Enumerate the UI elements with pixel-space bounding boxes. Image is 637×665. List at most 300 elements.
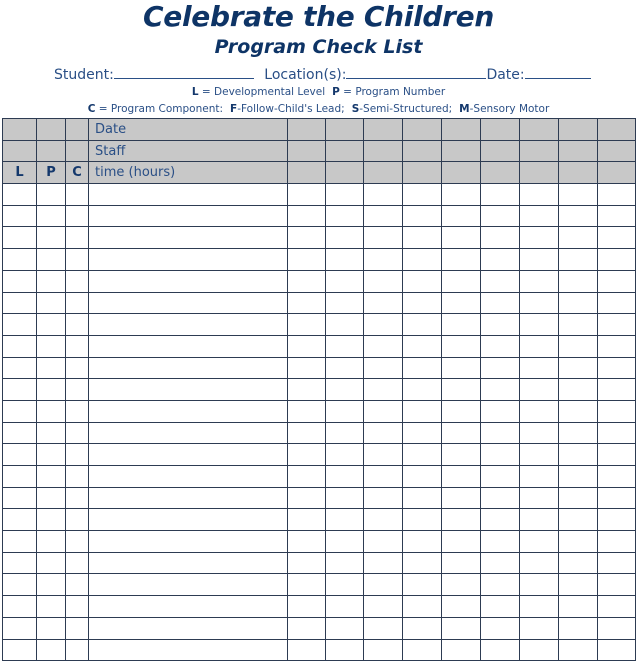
table-cell[interactable] [37, 357, 66, 379]
table-cell[interactable] [37, 466, 66, 488]
table-cell[interactable] [364, 466, 403, 488]
table-cell[interactable] [520, 531, 559, 553]
table-cell[interactable] [520, 422, 559, 444]
table-cell[interactable] [326, 227, 364, 249]
table-cell[interactable] [442, 357, 481, 379]
table-cell[interactable] [89, 357, 288, 379]
table-cell[interactable] [442, 617, 481, 639]
table-cell[interactable] [288, 205, 326, 227]
table-cell[interactable] [89, 270, 288, 292]
session-header-cell[interactable] [520, 119, 559, 141]
table-cell[interactable] [403, 552, 442, 574]
table-cell[interactable] [559, 379, 598, 401]
table-cell[interactable] [66, 509, 89, 531]
table-cell[interactable] [3, 400, 37, 422]
table-cell[interactable] [403, 205, 442, 227]
table-cell[interactable] [403, 531, 442, 553]
table-cell[interactable] [89, 487, 288, 509]
table-cell[interactable] [3, 205, 37, 227]
table-cell[interactable] [3, 335, 37, 357]
table-cell[interactable] [288, 531, 326, 553]
table-cell[interactable] [442, 422, 481, 444]
table-cell[interactable] [288, 292, 326, 314]
table-cell[interactable] [598, 270, 636, 292]
table-cell[interactable] [559, 357, 598, 379]
table-cell[interactable] [37, 249, 66, 271]
table-cell[interactable] [481, 400, 520, 422]
table-cell[interactable] [66, 466, 89, 488]
table-cell[interactable] [559, 617, 598, 639]
table-cell[interactable] [520, 314, 559, 336]
table-cell[interactable] [37, 422, 66, 444]
table-cell[interactable] [403, 379, 442, 401]
table-cell[interactable] [520, 639, 559, 661]
table-cell[interactable] [442, 379, 481, 401]
table-cell[interactable] [89, 509, 288, 531]
table-cell[interactable] [364, 184, 403, 206]
table-cell[interactable] [326, 379, 364, 401]
table-cell[interactable] [66, 487, 89, 509]
table-cell[interactable] [598, 639, 636, 661]
table-cell[interactable] [37, 400, 66, 422]
table-cell[interactable] [481, 596, 520, 618]
table-cell[interactable] [442, 184, 481, 206]
table-cell[interactable] [559, 531, 598, 553]
session-header-cell[interactable] [481, 162, 520, 184]
table-cell[interactable] [326, 487, 364, 509]
table-cell[interactable] [288, 509, 326, 531]
student-field[interactable] [114, 65, 254, 79]
table-cell[interactable] [326, 314, 364, 336]
table-cell[interactable] [559, 639, 598, 661]
table-cell[interactable] [66, 335, 89, 357]
session-header-cell[interactable] [326, 119, 364, 141]
table-cell[interactable] [598, 205, 636, 227]
table-cell[interactable] [66, 444, 89, 466]
session-header-cell[interactable] [442, 162, 481, 184]
table-cell[interactable] [3, 314, 37, 336]
table-cell[interactable] [364, 314, 403, 336]
table-cell[interactable] [520, 400, 559, 422]
table-cell[interactable] [3, 270, 37, 292]
session-header-cell[interactable] [403, 162, 442, 184]
table-cell[interactable] [442, 639, 481, 661]
table-cell[interactable] [598, 574, 636, 596]
session-header-cell[interactable] [403, 119, 442, 141]
table-cell[interactable] [559, 444, 598, 466]
table-cell[interactable] [89, 596, 288, 618]
session-header-cell[interactable] [442, 119, 481, 141]
table-cell[interactable] [403, 292, 442, 314]
table-cell[interactable] [66, 617, 89, 639]
table-cell[interactable] [403, 357, 442, 379]
table-cell[interactable] [442, 574, 481, 596]
table-cell[interactable] [481, 227, 520, 249]
table-cell[interactable] [442, 205, 481, 227]
table-cell[interactable] [37, 487, 66, 509]
table-cell[interactable] [37, 227, 66, 249]
table-cell[interactable] [37, 444, 66, 466]
table-cell[interactable] [520, 292, 559, 314]
table-cell[interactable] [442, 444, 481, 466]
table-cell[interactable] [403, 617, 442, 639]
table-cell[interactable] [326, 335, 364, 357]
table-cell[interactable] [288, 639, 326, 661]
table-cell[interactable] [481, 531, 520, 553]
table-cell[interactable] [559, 466, 598, 488]
table-cell[interactable] [598, 249, 636, 271]
table-cell[interactable] [364, 379, 403, 401]
table-cell[interactable] [89, 379, 288, 401]
table-cell[interactable] [66, 379, 89, 401]
table-cell[interactable] [66, 552, 89, 574]
table-cell[interactable] [288, 422, 326, 444]
table-cell[interactable] [37, 314, 66, 336]
table-cell[interactable] [481, 444, 520, 466]
table-cell[interactable] [66, 596, 89, 618]
table-cell[interactable] [520, 379, 559, 401]
table-cell[interactable] [326, 639, 364, 661]
session-header-cell[interactable] [288, 162, 326, 184]
table-cell[interactable] [559, 400, 598, 422]
table-cell[interactable] [520, 205, 559, 227]
table-cell[interactable] [403, 227, 442, 249]
table-cell[interactable] [598, 552, 636, 574]
session-header-cell[interactable] [326, 140, 364, 162]
table-cell[interactable] [559, 335, 598, 357]
table-cell[interactable] [3, 227, 37, 249]
table-cell[interactable] [520, 270, 559, 292]
table-cell[interactable] [442, 314, 481, 336]
table-cell[interactable] [442, 531, 481, 553]
table-cell[interactable] [288, 227, 326, 249]
table-cell[interactable] [89, 574, 288, 596]
table-cell[interactable] [66, 400, 89, 422]
table-cell[interactable] [559, 205, 598, 227]
table-cell[interactable] [364, 487, 403, 509]
table-cell[interactable] [66, 249, 89, 271]
table-cell[interactable] [520, 444, 559, 466]
table-cell[interactable] [520, 184, 559, 206]
table-cell[interactable] [364, 444, 403, 466]
table-cell[interactable] [364, 227, 403, 249]
table-cell[interactable] [66, 292, 89, 314]
table-cell[interactable] [37, 531, 66, 553]
session-header-cell[interactable] [559, 119, 598, 141]
session-header-cell[interactable] [481, 119, 520, 141]
table-cell[interactable] [364, 205, 403, 227]
table-cell[interactable] [364, 552, 403, 574]
table-cell[interactable] [66, 314, 89, 336]
table-cell[interactable] [326, 400, 364, 422]
table-cell[interactable] [520, 552, 559, 574]
date-field[interactable] [525, 65, 591, 79]
table-cell[interactable] [364, 357, 403, 379]
table-cell[interactable] [364, 509, 403, 531]
table-cell[interactable] [288, 617, 326, 639]
table-cell[interactable] [288, 552, 326, 574]
table-cell[interactable] [3, 249, 37, 271]
table-cell[interactable] [481, 270, 520, 292]
table-cell[interactable] [403, 466, 442, 488]
table-cell[interactable] [89, 400, 288, 422]
table-cell[interactable] [364, 617, 403, 639]
table-cell[interactable] [89, 249, 288, 271]
table-cell[interactable] [520, 596, 559, 618]
table-cell[interactable] [520, 357, 559, 379]
table-cell[interactable] [89, 422, 288, 444]
session-header-cell[interactable] [288, 140, 326, 162]
table-cell[interactable] [442, 270, 481, 292]
table-cell[interactable] [442, 509, 481, 531]
table-cell[interactable] [481, 509, 520, 531]
table-cell[interactable] [3, 466, 37, 488]
table-cell[interactable] [442, 292, 481, 314]
table-cell[interactable] [288, 379, 326, 401]
table-cell[interactable] [326, 596, 364, 618]
table-cell[interactable] [364, 639, 403, 661]
table-cell[interactable] [89, 617, 288, 639]
table-cell[interactable] [3, 509, 37, 531]
table-cell[interactable] [520, 509, 559, 531]
table-cell[interactable] [598, 357, 636, 379]
table-cell[interactable] [481, 249, 520, 271]
table-cell[interactable] [66, 531, 89, 553]
table-cell[interactable] [3, 184, 37, 206]
table-cell[interactable] [66, 205, 89, 227]
table-cell[interactable] [37, 574, 66, 596]
table-cell[interactable] [481, 292, 520, 314]
session-header-cell[interactable] [520, 162, 559, 184]
session-header-cell[interactable] [598, 119, 636, 141]
table-cell[interactable] [403, 422, 442, 444]
table-cell[interactable] [288, 314, 326, 336]
table-cell[interactable] [89, 444, 288, 466]
table-cell[interactable] [520, 617, 559, 639]
table-cell[interactable] [3, 487, 37, 509]
table-cell[interactable] [89, 314, 288, 336]
table-cell[interactable] [3, 444, 37, 466]
table-cell[interactable] [559, 314, 598, 336]
table-cell[interactable] [442, 487, 481, 509]
session-header-cell[interactable] [403, 140, 442, 162]
table-cell[interactable] [3, 639, 37, 661]
table-cell[interactable] [442, 552, 481, 574]
table-cell[interactable] [559, 509, 598, 531]
table-cell[interactable] [326, 292, 364, 314]
table-cell[interactable] [3, 292, 37, 314]
table-cell[interactable] [288, 466, 326, 488]
table-cell[interactable] [481, 205, 520, 227]
table-cell[interactable] [66, 357, 89, 379]
table-cell[interactable] [89, 335, 288, 357]
table-cell[interactable] [326, 574, 364, 596]
table-cell[interactable] [442, 227, 481, 249]
table-cell[interactable] [403, 509, 442, 531]
table-cell[interactable] [326, 357, 364, 379]
table-cell[interactable] [559, 574, 598, 596]
table-cell[interactable] [364, 400, 403, 422]
table-cell[interactable] [598, 314, 636, 336]
table-cell[interactable] [3, 422, 37, 444]
table-cell[interactable] [442, 596, 481, 618]
table-cell[interactable] [288, 574, 326, 596]
session-header-cell[interactable] [559, 162, 598, 184]
table-cell[interactable] [37, 205, 66, 227]
table-cell[interactable] [326, 509, 364, 531]
session-header-cell[interactable] [326, 162, 364, 184]
table-cell[interactable] [559, 292, 598, 314]
location-field[interactable] [346, 65, 486, 79]
table-cell[interactable] [326, 184, 364, 206]
table-cell[interactable] [403, 574, 442, 596]
table-cell[interactable] [598, 617, 636, 639]
table-cell[interactable] [3, 357, 37, 379]
table-cell[interactable] [66, 227, 89, 249]
table-cell[interactable] [403, 249, 442, 271]
table-cell[interactable] [442, 466, 481, 488]
table-cell[interactable] [403, 444, 442, 466]
table-cell[interactable] [442, 400, 481, 422]
table-cell[interactable] [442, 249, 481, 271]
table-cell[interactable] [288, 249, 326, 271]
table-cell[interactable] [288, 184, 326, 206]
table-cell[interactable] [403, 639, 442, 661]
table-cell[interactable] [288, 357, 326, 379]
table-cell[interactable] [89, 639, 288, 661]
table-cell[interactable] [37, 552, 66, 574]
table-cell[interactable] [364, 249, 403, 271]
table-cell[interactable] [559, 487, 598, 509]
table-cell[interactable] [520, 249, 559, 271]
table-cell[interactable] [326, 531, 364, 553]
table-cell[interactable] [403, 314, 442, 336]
table-cell[interactable] [559, 270, 598, 292]
table-cell[interactable] [66, 574, 89, 596]
session-header-cell[interactable] [364, 140, 403, 162]
table-cell[interactable] [288, 400, 326, 422]
table-cell[interactable] [520, 574, 559, 596]
table-cell[interactable] [326, 249, 364, 271]
table-cell[interactable] [288, 596, 326, 618]
table-cell[interactable] [481, 466, 520, 488]
table-cell[interactable] [481, 314, 520, 336]
table-cell[interactable] [442, 335, 481, 357]
table-cell[interactable] [559, 227, 598, 249]
table-cell[interactable] [326, 270, 364, 292]
table-cell[interactable] [37, 617, 66, 639]
session-header-cell[interactable] [364, 162, 403, 184]
table-cell[interactable] [481, 574, 520, 596]
table-cell[interactable] [364, 574, 403, 596]
table-cell[interactable] [598, 596, 636, 618]
table-cell[interactable] [37, 596, 66, 618]
table-cell[interactable] [37, 335, 66, 357]
table-cell[interactable] [481, 617, 520, 639]
table-cell[interactable] [403, 487, 442, 509]
table-cell[interactable] [403, 335, 442, 357]
table-cell[interactable] [403, 400, 442, 422]
table-cell[interactable] [37, 639, 66, 661]
table-cell[interactable] [89, 292, 288, 314]
table-cell[interactable] [37, 509, 66, 531]
table-cell[interactable] [326, 422, 364, 444]
table-cell[interactable] [403, 596, 442, 618]
table-cell[interactable] [364, 422, 403, 444]
table-cell[interactable] [66, 184, 89, 206]
table-cell[interactable] [288, 487, 326, 509]
table-cell[interactable] [364, 335, 403, 357]
table-cell[interactable] [326, 444, 364, 466]
table-cell[interactable] [481, 487, 520, 509]
session-header-cell[interactable] [559, 140, 598, 162]
table-cell[interactable] [559, 596, 598, 618]
session-header-cell[interactable] [442, 140, 481, 162]
table-cell[interactable] [598, 184, 636, 206]
table-cell[interactable] [3, 596, 37, 618]
table-cell[interactable] [288, 270, 326, 292]
table-cell[interactable] [559, 249, 598, 271]
table-cell[interactable] [520, 487, 559, 509]
table-cell[interactable] [3, 379, 37, 401]
table-cell[interactable] [89, 184, 288, 206]
table-cell[interactable] [598, 487, 636, 509]
table-cell[interactable] [89, 552, 288, 574]
table-cell[interactable] [89, 466, 288, 488]
table-cell[interactable] [481, 335, 520, 357]
table-cell[interactable] [66, 422, 89, 444]
table-cell[interactable] [559, 184, 598, 206]
table-cell[interactable] [326, 552, 364, 574]
table-cell[interactable] [288, 444, 326, 466]
table-cell[interactable] [598, 400, 636, 422]
table-cell[interactable] [3, 574, 37, 596]
table-cell[interactable] [598, 335, 636, 357]
table-cell[interactable] [598, 292, 636, 314]
table-cell[interactable] [481, 639, 520, 661]
table-cell[interactable] [481, 357, 520, 379]
session-header-cell[interactable] [364, 119, 403, 141]
table-cell[interactable] [520, 466, 559, 488]
table-cell[interactable] [288, 335, 326, 357]
table-cell[interactable] [364, 531, 403, 553]
table-cell[interactable] [481, 422, 520, 444]
table-cell[interactable] [326, 617, 364, 639]
table-cell[interactable] [66, 639, 89, 661]
table-cell[interactable] [559, 422, 598, 444]
table-cell[interactable] [37, 184, 66, 206]
table-cell[interactable] [89, 227, 288, 249]
table-cell[interactable] [598, 227, 636, 249]
table-cell[interactable] [3, 531, 37, 553]
table-cell[interactable] [326, 205, 364, 227]
table-cell[interactable] [481, 552, 520, 574]
table-cell[interactable] [520, 335, 559, 357]
table-cell[interactable] [481, 184, 520, 206]
table-cell[interactable] [37, 270, 66, 292]
table-cell[interactable] [559, 552, 598, 574]
table-cell[interactable] [403, 270, 442, 292]
table-cell[interactable] [598, 444, 636, 466]
table-cell[interactable] [403, 184, 442, 206]
table-cell[interactable] [598, 531, 636, 553]
table-cell[interactable] [326, 466, 364, 488]
table-cell[interactable] [598, 379, 636, 401]
table-cell[interactable] [364, 270, 403, 292]
session-header-cell[interactable] [598, 140, 636, 162]
table-cell[interactable] [89, 205, 288, 227]
table-cell[interactable] [481, 379, 520, 401]
